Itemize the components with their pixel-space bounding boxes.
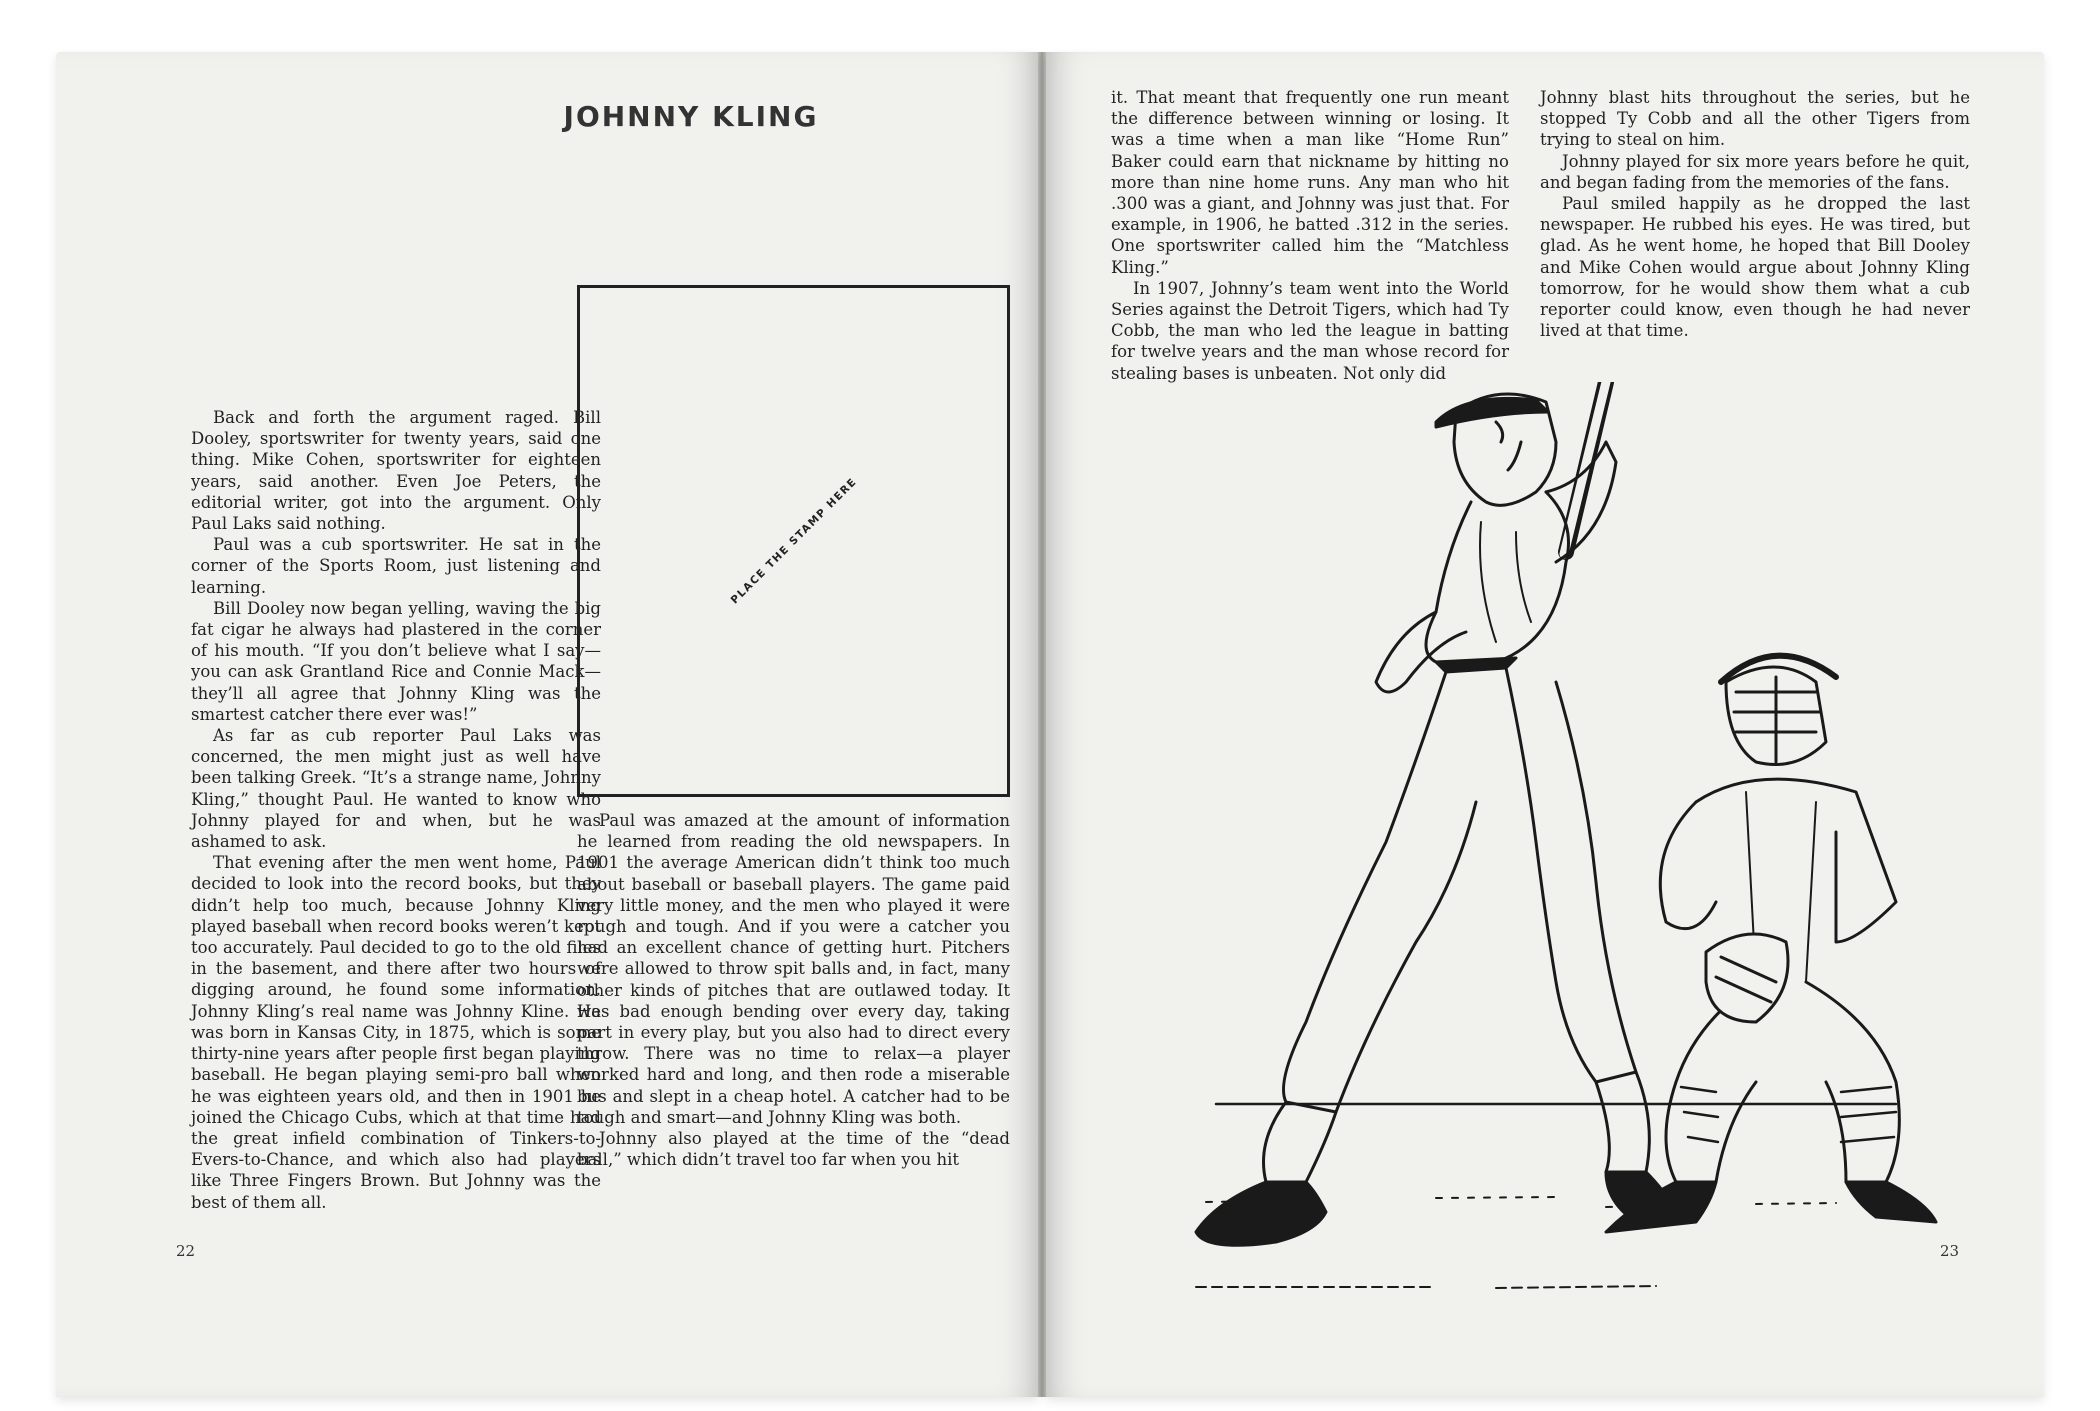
paragraph: Johnny blast hits throughout the series, but he stopped Ty Cobb and all the other Tigers from trying to steal on him. [1540,88,1970,150]
page-number: 22 [176,1242,196,1260]
paragraph: Paul was a cub sportswriter. He sat in the corner of the Sports Room, just listening and learning. [191,535,601,597]
right-page [1046,52,2044,1397]
paragraph: In 1907, Johnny’s team went into the World Series against the Detroit Tigers, which had Ty Cobb, the man who led the league in batting for twelve years and the man whose record for stealing bases is unbeaten. Not only did [1111,278,1509,383]
left-page [56,52,1038,1397]
page-title: JOHNNY KLING [563,100,819,133]
right-column-1 [1111,87,1509,384]
home-plate-dirt [1196,1286,1656,1288]
left-column-1 [191,407,601,1213]
paragraph: That evening after the men went home, Paul decided to look into the record books, but they didn’t help too much, because Johnny Kling played baseball when record books weren’t kept too accurately. Paul decided to go to the old files in the basement, and there after two hours of digging around, he found some information. Johnny Kling’s real name was Johnny Kline. He was born in Kansas City, in 1875, which is some thirty-nine years after people first began playing baseball. He began playing semi-pro ball when he was eighteen years old, and then in 1901 he joined the Chicago Cubs, which at that time had the great infield combination of Tinkers-to-Evers-to-Chance, and which also had players like Three Fingers Brown. But Johnny was the best of them all. [191,853,601,1212]
stamp-label: PLACE THE STAMP HERE [728,475,859,607]
paragraph: Johnny also played at the time of the “dead ball,” which didn’t travel too far when you hit [577,1129,1010,1170]
paragraph: it. That meant that frequently one run meant the difference between winning or losing. It was a time when a man like “Home Run” Baker could earn that nickname by hitting no more than nine home runs. Any man who hit .300 was a giant, and Johnny was just that. For example, in 1906, he batted .312 in the series. One sportswriter called him the “Matchless Kling.” [1111,88,1509,277]
paragraph: Bill Dooley now began yelling, waving the big fat cigar he always had plastered in the corner of his mouth. “If you don’t believe what I say—you can ask Grantland Rice and Connie Mack—they’ll all agree that Johnny Kling was the smartest catcher there ever was!” [191,598,601,724]
paragraph: As far as cub reporter Paul Laks was concerned, the men might just as well have been talking Greek. “It’s a strange name, Johnny Kling,” thought Paul. He wanted to know who Johnny played for and when, but he was ashamed to ask. [191,726,601,852]
paragraph: Back and forth the argument raged. Bill Dooley, sportswriter for twenty years, said one thing. Mike Cohen, sportswriter for eighteen years, said another. Even Joe Peters, the editorial writer, got into the argument. Only Paul Laks said nothing. [191,408,601,534]
paragraph: Paul smiled happily as he dropped the last newspaper. He rubbed his eyes. He was tired, but glad. As he went home, he hoped that Bill Dooley and Mike Cohen would argue about Johnny Kling tomorrow, for he would show them what a cub reporter could know, even though he had never lived at that time. [1540,194,1970,341]
batter-figure [1196,382,1676,1245]
paragraph: Johnny played for six more years before he quit, and began fading from the memories of the fans. [1540,151,1970,192]
catcher-figure [1606,656,1936,1232]
stamp-placeholder-box [577,285,1010,797]
baseball-illustration [1136,382,1996,1342]
paragraph: Paul was amazed at the amount of information he learned from reading the old newspapers. In 1901 the average American didn’t think too much about baseball or baseball players. The game paid very little money, and the men who played it were rough and tough. And if you were a catcher you had an excellent chance of getting hurt. Pitchers were allowed to throw spit balls and, in fact, many other kinds of pitches that are outlawed today. It was bad enough bending over every day, taking part in every play, but you also had to direct every throw. There was no time to relax—a player worked hard and long, and then rode a miserable bus and slept in a cheap hotel. A catcher had to be tough and smart—and Johnny Kling was both. [577,811,1010,1127]
right-column-2 [1540,87,1970,341]
page-number: 23 [1940,1242,1960,1260]
left-column-2 [577,810,1010,1170]
